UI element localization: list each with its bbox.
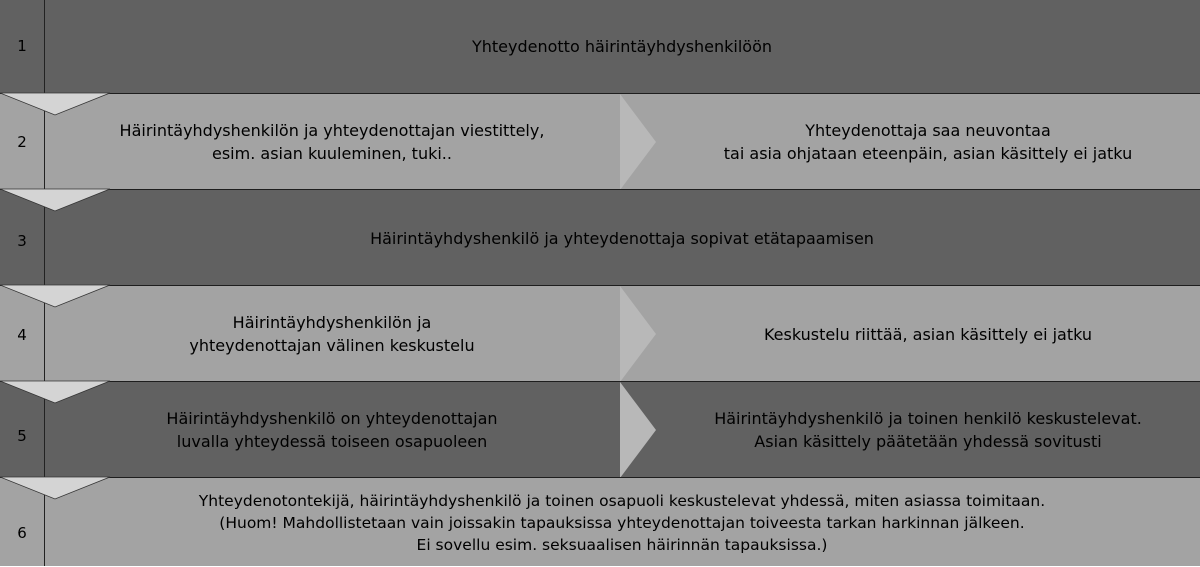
down-arrow-icon — [0, 477, 110, 501]
step-left-text — [44, 382, 620, 478]
step-right-text — [656, 94, 1200, 190]
step-text-line: Ei sovellu esim. seksuaalisen häirinnän tapauksissa.) — [416, 535, 828, 554]
step-text-line: tai asia ohjataan eteenpäin, asian käsittely ei jatku — [723, 144, 1133, 163]
step-text-line: esim. asian kuuleminen, tuki.. — [212, 144, 452, 163]
step-text-line: Häirintäyhdyshenkilö ja yhteydenottaja sopivat etätapaamisen — [370, 228, 874, 248]
step-text — [44, 478, 1200, 567]
step-text-line: Yhteydenottaja saa neuvontaa — [805, 121, 1051, 140]
down-arrow-icon — [0, 285, 110, 309]
step-right-text — [656, 286, 1200, 382]
step-number: 2 — [17, 133, 27, 151]
chevron-right-icon — [620, 286, 656, 382]
step-text-line: Asian käsittely päätetään yhdessä sovitusti — [754, 432, 1102, 451]
step-row-4 — [0, 285, 1200, 381]
step-text-line: yhteydenottajan välinen keskustelu — [189, 336, 475, 355]
step-text — [44, 190, 1200, 286]
step-text-line: Yhteydenotto häirintäyhdyshenkilöön — [471, 37, 773, 56]
step-row-3 — [0, 189, 1200, 285]
step-text-line: luvalla yhteydessä toiseen osapuoleen — [176, 432, 488, 451]
step-text-line: Häirintäyhdyshenkilön ja — [232, 313, 432, 332]
step-text-line: Häirintäyhdyshenkilön ja yhteydenottajan viestittely, — [119, 121, 545, 140]
step-left-text — [44, 286, 620, 382]
step-row-6 — [0, 477, 1200, 566]
step-number: 3 — [17, 232, 27, 250]
step-row-5 — [0, 381, 1200, 477]
down-arrow-icon — [0, 93, 110, 117]
step-text-line: Häirintäyhdyshenkilö on yhteydenottajan — [166, 409, 498, 428]
step-text-line: Yhteydenotontekijä, häirintäyhdyshenkilö ja toinen osapuoli keskustelevat yhdessä, miten asiassa toimitaan. — [198, 491, 1046, 510]
step-number: 5 — [17, 427, 27, 445]
step-right-text — [656, 382, 1200, 478]
step-text — [44, 0, 1200, 93]
down-arrow-icon — [0, 189, 110, 213]
step-text-line: (Huom! Mahdollistetaan vain joissakin tapauksissa yhteydenottajan toiveesta tarkan harkinnan jälkeen. — [219, 513, 1025, 532]
step-number: 4 — [17, 326, 27, 344]
chevron-right-icon — [620, 382, 656, 478]
step-row-1 — [0, 0, 1200, 93]
step-left-text — [44, 94, 620, 190]
chevron-right-icon — [620, 94, 656, 190]
down-arrow-icon — [0, 381, 110, 405]
step-text-line: Häirintäyhdyshenkilö ja toinen henkilö keskustelevat. — [714, 409, 1142, 428]
step-row-2 — [0, 93, 1200, 189]
step-number: 6 — [17, 524, 27, 542]
step-text-line: Keskustelu riittää, asian käsittely ei jatku — [763, 324, 1093, 344]
step-number: 1 — [17, 37, 27, 55]
